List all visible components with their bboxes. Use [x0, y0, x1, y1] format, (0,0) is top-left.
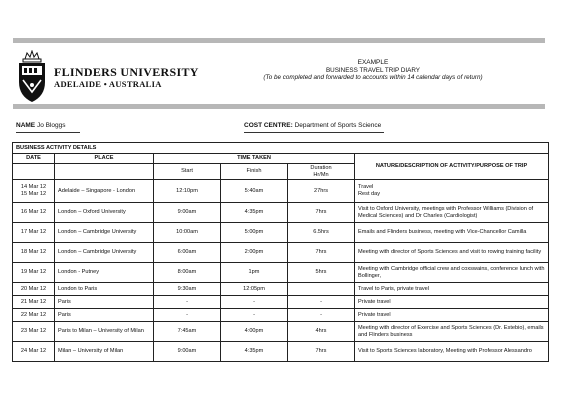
cell-duration: 4hrs: [288, 322, 355, 342]
header-time-taken: TIME TAKEN: [154, 154, 355, 164]
cell-finish: 5:00pm: [221, 223, 288, 243]
header-top-rule: [13, 38, 545, 43]
cell-duration: 7hrs: [288, 203, 355, 223]
cell-finish: 2:00pm: [221, 243, 288, 263]
table-row: [13, 296, 549, 309]
cell-finish: 12:05pm: [221, 283, 288, 296]
cell-nature: Visit to Oxford University, meetings with Professor Williams (Division of Medical Sciences) and Dr Charles (Cardiologist): [355, 203, 549, 223]
cell-start: -: [154, 309, 221, 322]
cell-date: 17 Mar 12: [13, 223, 55, 243]
cell-duration: [288, 283, 355, 296]
subheader-duration: Duration Hr/Mn: [288, 164, 355, 180]
cost-centre-label: COST CENTRE:: [244, 122, 293, 129]
table-row: [13, 342, 549, 362]
table-row: [13, 322, 549, 342]
cell-nature: Meeting with director of Exercise and Sports Sciences (Dr. Estebio), emails and Flinders business: [355, 322, 549, 342]
cell-nature: Private travel: [355, 296, 549, 309]
example-label: EXAMPLE: [357, 59, 389, 66]
table-row: [13, 243, 549, 263]
cell-finish: 4:00pm: [221, 322, 288, 342]
cell-finish: -: [221, 296, 288, 309]
cell-place: London – Cambridge University: [55, 243, 154, 263]
cell-nature: Visit to Sports Sciences laboratory, Meeting with Professor Alessandro: [355, 342, 549, 362]
cell-place: Adelaide – Singapore - London: [55, 180, 154, 203]
document-subtitle: (To be completed and forwarded to accounts within 14 calendar days of return): [263, 74, 483, 81]
cell-finish: -: [221, 309, 288, 322]
cell-place: Paris to Milan – University of Milan: [55, 322, 154, 342]
cell-date: 18 Mar 12: [13, 243, 55, 263]
cell-start: 12:10pm: [154, 180, 221, 203]
cell-duration: 27hrs: [288, 180, 355, 203]
university-name: FLINDERS UNIVERSITY: [54, 65, 199, 79]
cell-start: 10:00am: [154, 223, 221, 243]
table-header-row: [13, 154, 549, 164]
cell-start: 7:45am: [154, 322, 221, 342]
cell-nature: Travel Rest day: [355, 180, 549, 203]
cost-centre-value: Department of Sports Science: [294, 122, 382, 129]
header-nature: NATURE/DESCRIPTION OF ACTIVITY/PURPOSE OF TRIP: [355, 154, 549, 180]
cell-finish: 1pm: [221, 263, 288, 283]
cell-date: 21 Mar 12: [13, 296, 55, 309]
subheader-start: Start: [154, 164, 221, 180]
header-bottom-rule: [13, 104, 545, 109]
cell-place: London - Putney: [55, 263, 154, 283]
cell-date: 22 Mar 12: [13, 309, 55, 322]
cell-nature: Emails and Flinders business, meeting with Vice-Chancellor Camilla: [355, 223, 549, 243]
table-row: [13, 263, 549, 283]
cell-place: Paris: [55, 296, 154, 309]
cell-finish: 4:35pm: [221, 342, 288, 362]
header-place: PLACE: [55, 154, 154, 164]
cell-finish: 5:40am: [221, 180, 288, 203]
table-row: [13, 223, 549, 243]
cell-start: 6:00am: [154, 243, 221, 263]
document-title: BUSINESS TRAVEL TRIP DIARY: [325, 67, 421, 74]
cell-nature: Travel to Paris, private travel: [355, 283, 549, 296]
cell-duration: 5hrs: [288, 263, 355, 283]
university-location: ADELAIDE • AUSTRALIA: [54, 79, 162, 89]
cell-start: 9:00am: [154, 342, 221, 362]
table-row: [13, 283, 549, 296]
name-field: [16, 122, 66, 129]
cost-centre-field: [244, 122, 381, 129]
cell-date: 23 Mar 12: [13, 322, 55, 342]
name-value: Jo Bloggs: [36, 122, 66, 129]
cell-duration: 7hrs: [288, 243, 355, 263]
cell-date: 20 Mar 12: [13, 283, 55, 296]
cell-start: 8:00am: [154, 263, 221, 283]
subheader-place-blank: [55, 164, 154, 180]
table-row: [13, 203, 549, 223]
cell-nature: Private travel: [355, 309, 549, 322]
header-date: DATE: [13, 154, 55, 164]
subheader-finish: Finish: [221, 164, 288, 180]
cell-finish: 4:35pm: [221, 203, 288, 223]
cell-place: London – Oxford University: [55, 203, 154, 223]
cell-start: -: [154, 296, 221, 309]
table-row: [13, 180, 549, 203]
name-label: NAME: [16, 122, 36, 129]
cell-nature: Meeting with director of Sports Sciences and visit to rowing training facility: [355, 243, 549, 263]
cell-date: 14 Mar 12 15 Mar 12: [13, 180, 55, 203]
cell-place: London – Cambridge University: [55, 223, 154, 243]
cell-start: 9:00am: [154, 203, 221, 223]
table-row: [13, 309, 549, 322]
cell-place: Milan – University of Milan: [55, 342, 154, 362]
cell-place: Paris: [55, 309, 154, 322]
cell-duration: 6.5hrs: [288, 223, 355, 243]
cell-place: London to Paris: [55, 283, 154, 296]
cell-date: 24 Mar 12: [13, 342, 55, 362]
cell-start: 9:30am: [154, 283, 221, 296]
subheader-date-blank: [13, 164, 55, 180]
cell-duration: -: [288, 296, 355, 309]
cell-date: 19 Mar 12: [13, 263, 55, 283]
cell-date: 16 Mar 12: [13, 203, 55, 223]
cell-nature: Meeting with Cambridge official crew and coxswains, conference lunch with Bollinger,: [355, 263, 549, 283]
university-crest-icon: [17, 50, 47, 104]
name-underline: [16, 132, 80, 133]
cost-centre-underline: [244, 132, 384, 133]
cell-duration: 7hrs: [288, 342, 355, 362]
section-title: BUSINESS ACTIVITY DETAILS: [13, 143, 549, 154]
business-activity-table: [12, 142, 549, 362]
cell-duration: -: [288, 309, 355, 322]
